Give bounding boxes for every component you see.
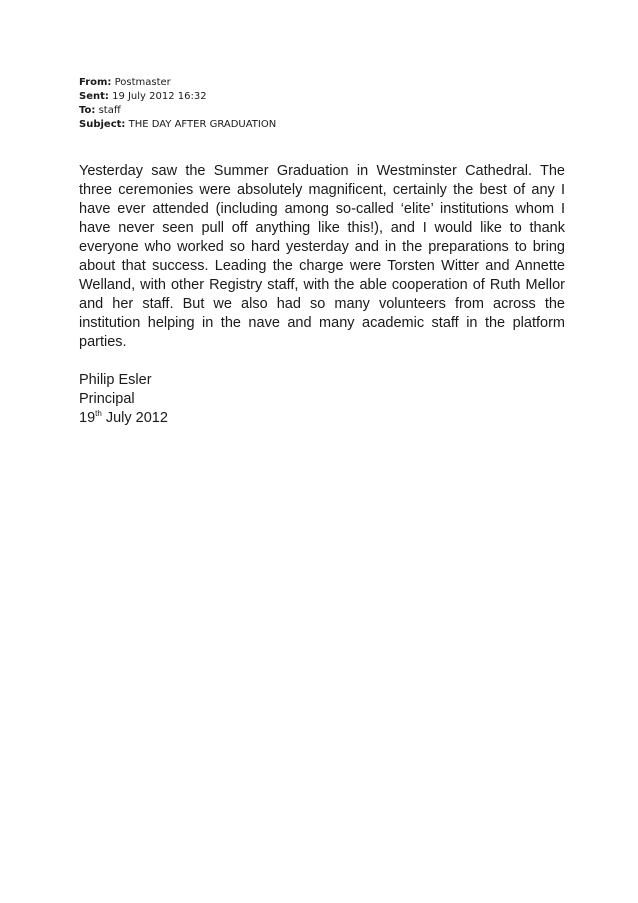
email-body [79, 162, 565, 428]
to-value: staff [98, 105, 121, 116]
signature-name: Philip Esler [79, 372, 152, 388]
sent-row [79, 90, 559, 104]
from-row [79, 76, 559, 90]
subject-row [79, 118, 559, 132]
to-row [79, 104, 559, 118]
subject-label: Subject: [79, 119, 126, 130]
date-rest: July 2012 [105, 410, 168, 426]
subject-value: THE DAY AFTER GRADUATION [128, 119, 277, 130]
date-day: 19 [79, 410, 96, 426]
signature-date [79, 409, 565, 428]
sent-label: Sent: [79, 91, 109, 102]
email-header [79, 76, 559, 132]
sent-value: 19 July 2012 16:32 [112, 91, 207, 102]
signature-block [79, 371, 565, 428]
to-label: To: [79, 105, 96, 116]
body-paragraph: Yesterday saw the Summer Graduation in Westminster Cathedral. The three ceremonies were absolutely magnificent, certainly the best of any I have ever attended (including among so-called ‘elite’ institutions whom I have never seen pull off anything like this!), and I would like to thank everyone who worked so hard yesterday and in the preparations to bring about that success. Leading the charge were Torsten Witter and Annette Welland, with other Registry staff, with the able cooperation of Ruth Mellor and her staff. But we also had so many volunteers from across the institution helping in the nave and many academic staff in the platform parties. [79, 163, 565, 350]
signature-title: Principal [79, 391, 135, 407]
date-suffix: th [95, 409, 102, 419]
from-value: Postmaster [114, 77, 171, 88]
from-label: From: [79, 77, 112, 88]
